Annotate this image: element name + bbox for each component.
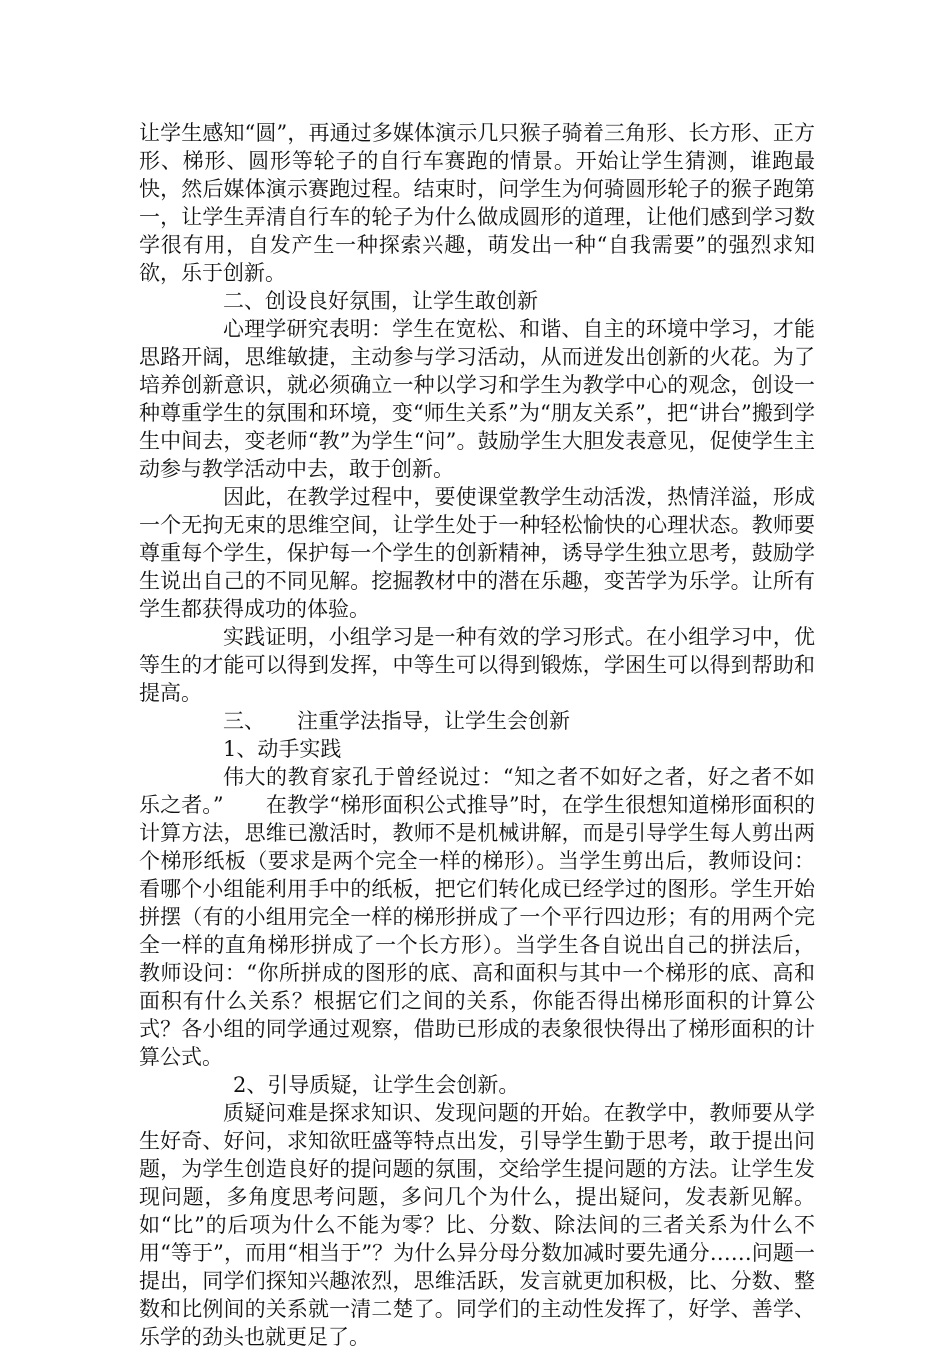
section-heading-2: 二、创设良好氛围，让学生敢创新 bbox=[223, 289, 538, 313]
section-heading-3-number: 三、 bbox=[223, 709, 265, 733]
section-heading-3 bbox=[139, 707, 815, 735]
document-body bbox=[139, 119, 815, 1351]
subheading-questioning: 2、引导质疑，让学生会创新。 bbox=[233, 1073, 520, 1097]
paragraph-questioning: 质疑问难是探求知识、发现问题的开始。在教学中，教师要从学生好奇、好问，求知欲旺盛等特点出发，引导学生勤于思考，敢于提出问题，为学生创造良好的提问题的氛围，交给学生提问题的方法。让学生发现问题，多角度思考问题，多问几个为什么，提出疑问，发表新见解。如“比”的后项为什么不能为零？比、分数、除法间的三者关系为什么不用“等于”，而用“相当于”？为什么异分母分数加减时要先通分……问题一提出，同学们探知兴趣浓烈，思维活跃，发言就更加积极，比、分数、整数和比例间的关系就一清二楚了。同学们的主动性发挥了，好学、善学、乐学的劲头也就更足了。 bbox=[139, 1101, 815, 1349]
section-heading-3-title: 注重学法指导，让学生会创新 bbox=[297, 709, 570, 733]
paragraph-group-study: 实践证明，小组学习是一种有效的学习形式。在小组学习中，优等生的才能可以得到发挥，中等生可以得到锻炼，学困生可以得到帮助和提高。 bbox=[139, 625, 815, 705]
subheading-hands-on: 1、动手实践 bbox=[223, 737, 342, 761]
paragraph-classroom: 因此，在教学过程中，要使课堂教学生动活泼，热情洋溢，形成一个无拘无束的思维空间，让学生处于一种轻松愉快的心理状态。教师要尊重每个学生，保护每一个学生的创新精神，诱导学生独立思考，鼓励学生说出自己的不同见解。挖掘教材中的潜在乐趣，变苦学为乐学。让所有学生都获得成功的体验。 bbox=[139, 485, 815, 621]
paragraph-intro-continued: 让学生感知“圆”，再通过多媒体演示几只猴子骑着三角形、长方形、正方形、梯形、圆形等轮子的自行车赛跑的情景。开始让学生猜测，谁跑最快，然后媒体演示赛跑过程。结束时，问学生为何骑圆形轮子的猴子跑第一，让学生弄清自行车的轮子为什么做成圆形的道理，让他们感到学习数学很有用，自发产生一种探索兴趣，萌发出一种“自我需要”的强烈求知欲，乐于创新。 bbox=[139, 121, 815, 285]
paragraph-trapezoid: 伟大的教育家孔于曾经说过：“知之者不如好之者，好之者不如乐之者。” 在教学“梯形面积公式推导”时，在学生很想知道梯形面积的计算方法，思维已激活时，教师不是机械讲解，而是引导学生每人剪出两个梯形纸板（要求是两个完全一样的梯形）。当学生剪出后，教师设问：看哪个小组能利用手中的纸板，把它们转化成已经学过的图形。学生开始拼摆（有的小组用完全一样的梯形拼成了一个平行四边形；有的用两个完全一样的直角梯形拼成了一个长方形）。当学生各自说出自己的拼法后，教师设问：“你所拼成的图形的底、高和面积与其中一个梯形的底、高和面积有什么关系？根据它们之间的关系，你能否得出梯形面积的计算公式？各小组的同学通过观察，借助已形成的表象很快得出了梯形面积的计算公式。 bbox=[139, 765, 815, 1069]
paragraph-psychology: 心理学研究表明：学生在宽松、和谐、自主的环境中学习，才能思路开阔，思维敏捷，主动参与学习活动，从而迸发出创新的火花。为了培养创新意识，就必须确立一种以学习和学生为教学中心的观念，创设一种尊重学生的氛围和环境，变“师生关系”为“朋友关系”，把“讲台”搬到学生中间去，变老师“教”为学生“问”。鼓励学生大胆发表意见，促使学生主动参与教学活动中去，敢于创新。 bbox=[139, 317, 815, 481]
